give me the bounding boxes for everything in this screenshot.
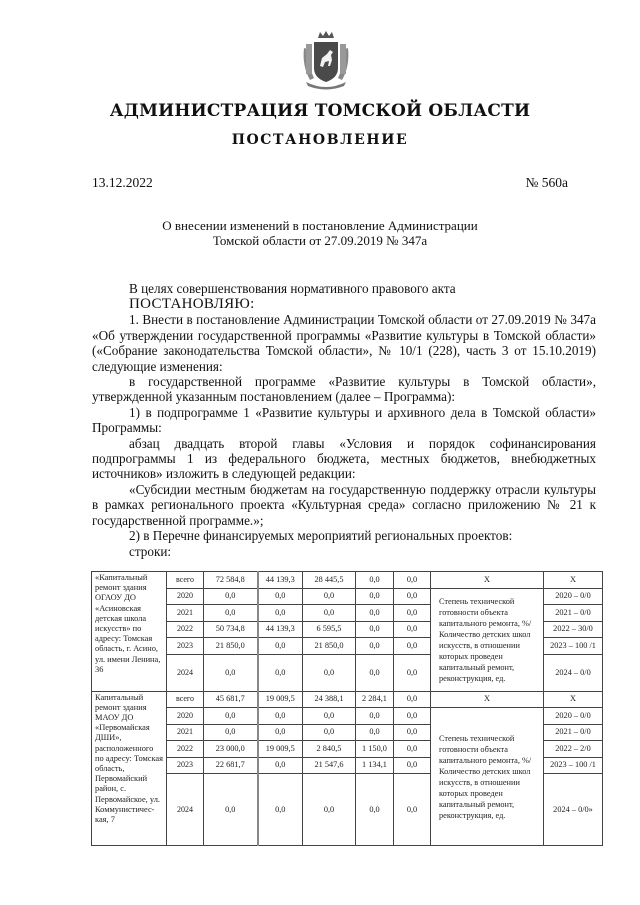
paragraph-1: 1. Внести в постановление Администрации Томской области от 27.09.2019 № 347а «Об утверждении государственной программы «Развитие культуры в Томской области» («Собрание законодательства Томской области», № 10/1 (228), часть 3 от 15.10.2019) следующие изменения: <box>92 312 596 374</box>
organization-title: АДМИНИСТРАЦИЯ ТОМСКОЙ ОБЛАСТИ <box>109 101 531 121</box>
total-cell: 0,0 <box>204 708 258 725</box>
federal-cell: 0,0 <box>258 638 303 655</box>
indicator-value-cell: 2024 – 0/0» <box>544 774 603 846</box>
other-cell: 0,0 <box>394 605 431 622</box>
intro-paragraph: В целях совершенствования нормативного правового акта <box>129 281 456 296</box>
indicator-value-cell: 2024 – 0/0 <box>544 654 603 691</box>
total-cell: 0,0 <box>204 774 258 846</box>
indicator-value-cell: 2023 – 100 /1 <box>544 638 603 655</box>
other-cell: 0,0 <box>394 708 431 725</box>
total-cell: 45 681,7 <box>204 691 258 708</box>
local-cell: 0,0 <box>356 724 394 741</box>
year-cell: 2024 <box>167 654 204 691</box>
federal-cell: 0,0 <box>258 708 303 725</box>
year-cell: 2024 <box>167 774 204 846</box>
project-name-cell: Капитальный ремонт здания МАОУ ДО «Первомайская ДШИ», расположенного по адресу: Томская область, Первомайский район, с. Первомайское, ул. Коммунистичес-кая, 7 <box>92 691 167 846</box>
regional-cell: 24 388,1 <box>303 691 356 708</box>
local-cell: 0,0 <box>356 605 394 622</box>
federal-cell: 0,0 <box>258 588 303 605</box>
table-row <box>92 572 603 589</box>
regional-cell: 2 840,5 <box>303 741 356 758</box>
local-cell: 0,0 <box>356 654 394 691</box>
financing-table <box>91 571 603 846</box>
table-row <box>92 691 603 708</box>
paragraph-5: «Субсидии местным бюджетам на государственную поддержку отрасли культуры в рамках регионального проекта «Культурная среда» согласно приложению № 21 к государственной программе.»; <box>92 481 596 528</box>
year-cell: 2020 <box>167 588 204 605</box>
paragraph-3: 1) в подпрограмме 1 «Развитие культуры и архивного дела в Томской области» Программы: <box>92 404 596 436</box>
regional-cell: 28 445,5 <box>303 572 356 589</box>
regional-cell: 21 850,0 <box>303 638 356 655</box>
local-cell: 0,0 <box>356 572 394 589</box>
total-cell: 0,0 <box>204 588 258 605</box>
decree-word: ПОСТАНОВЛЯЮ: <box>129 296 255 313</box>
federal-cell: 0,0 <box>258 605 303 622</box>
indicator-value-cell: 2023 – 100 /1 <box>544 757 603 774</box>
indicator-description-cell: Степень технической готовности объекта капитального ремонта, %/ Количество детских школ искусств, в отношении которых проведен капитальный ремонт, реконструкция, ед. <box>431 708 544 846</box>
project-name-cell: «Капитальный ремонт здания ОГАОУ ДО «Асиновская детская школа искусств» по адресу: Томская область, г. Асино, ул. имени Ленина, 36 <box>92 572 167 692</box>
indicator-value-cell: Х <box>544 691 603 708</box>
other-cell: 0,0 <box>394 724 431 741</box>
total-cell: 23 000,0 <box>204 741 258 758</box>
indicator-value-cell: 2021 – 0/0 <box>544 605 603 622</box>
indicator-value-cell: 2022 – 2/0 <box>544 741 603 758</box>
paragraph-2: в государственной программе «Развитие культуры в Томской области», утвержденной указанным постановлением (далее – Программа): <box>92 374 596 405</box>
total-cell: 72 584,8 <box>204 572 258 589</box>
local-cell: 1 134,1 <box>356 757 394 774</box>
other-cell: 0,0 <box>394 588 431 605</box>
other-cell: 0,0 <box>394 621 431 638</box>
regional-cell: 0,0 <box>303 724 356 741</box>
federal-cell: 19 009,5 <box>258 741 303 758</box>
federal-cell: 0,0 <box>258 654 303 691</box>
other-cell: 0,0 <box>394 741 431 758</box>
document-type: ПОСТАНОВЛЕНИЕ <box>231 132 409 148</box>
year-cell: 2023 <box>167 638 204 655</box>
indicator-cell: Х <box>431 691 544 708</box>
local-cell: 0,0 <box>356 638 394 655</box>
other-cell: 0,0 <box>394 654 431 691</box>
regional-cell: 0,0 <box>303 588 356 605</box>
other-cell: 0,0 <box>394 757 431 774</box>
document-date: 13.12.2022 <box>92 175 153 190</box>
subject-line-2: Томской области от 27.09.2019 № 347а <box>212 233 428 248</box>
year-cell: 2023 <box>167 757 204 774</box>
indicator-cell: Х <box>431 572 544 589</box>
indicator-value-cell: 2020 – 0/0 <box>544 588 603 605</box>
indicator-description-cell: Степень технической готовности объекта капитального ремонта, %/ Количество детских школ искусств, в отношении которых проведен капитальный ремонт, реконструкция, ед. <box>431 588 544 691</box>
indicator-value-cell: Х <box>544 572 603 589</box>
year-cell: 2020 <box>167 708 204 725</box>
federal-cell: 0,0 <box>258 774 303 846</box>
regional-cell: 6 595,5 <box>303 621 356 638</box>
federal-cell: 44 139,3 <box>258 621 303 638</box>
local-cell: 2 284,1 <box>356 691 394 708</box>
indicator-value-cell: 2021 – 0/0 <box>544 724 603 741</box>
other-cell: 0,0 <box>394 572 431 589</box>
total-cell: 22 681,7 <box>204 757 258 774</box>
local-cell: 0,0 <box>356 774 394 846</box>
document-number: № 560а <box>525 175 568 190</box>
paragraph-4: абзац двадцать второй главы «Условия и порядок софинансирования подпрограммы 1 из федерального бюджета, местных бюджетов, внебюджетных источников» изложить в следующей редакции: <box>92 435 596 482</box>
total-cell: 0,0 <box>204 654 258 691</box>
federal-cell: 44 139,3 <box>258 572 303 589</box>
year-cell: 2021 <box>167 605 204 622</box>
federal-cell: 0,0 <box>258 757 303 774</box>
local-cell: 0,0 <box>356 588 394 605</box>
year-cell: всего <box>167 691 204 708</box>
local-cell: 1 150,0 <box>356 741 394 758</box>
table-row <box>92 588 603 605</box>
table-row <box>92 708 603 725</box>
total-cell: 0,0 <box>204 605 258 622</box>
indicator-value-cell: 2020 – 0/0 <box>544 708 603 725</box>
paragraph-6: 2) в Перечне финансируемых мероприятий региональных проектов: <box>129 528 513 544</box>
year-cell: 2022 <box>167 621 204 638</box>
year-cell: 2021 <box>167 724 204 741</box>
coat-of-arms-icon <box>300 30 352 92</box>
subject-line-1: О внесении изменений в постановление Администрации <box>162 218 478 233</box>
regional-cell: 0,0 <box>303 654 356 691</box>
document-subject <box>0 218 640 248</box>
indicator-value-cell: 2022 – 30/0 <box>544 621 603 638</box>
regional-cell: 0,0 <box>303 605 356 622</box>
federal-cell: 19 009,5 <box>258 691 303 708</box>
total-cell: 0,0 <box>204 724 258 741</box>
regional-cell: 0,0 <box>303 708 356 725</box>
local-cell: 0,0 <box>356 708 394 725</box>
regional-cell: 0,0 <box>303 774 356 846</box>
total-cell: 21 850,0 <box>204 638 258 655</box>
document-body <box>92 281 596 559</box>
paragraph-7: строки: <box>129 543 172 559</box>
federal-cell: 0,0 <box>258 724 303 741</box>
other-cell: 0,0 <box>394 691 431 708</box>
other-cell: 0,0 <box>394 774 431 846</box>
local-cell: 0,0 <box>356 621 394 638</box>
total-cell: 50 734,8 <box>204 621 258 638</box>
regional-cell: 21 547,6 <box>303 757 356 774</box>
year-cell: 2022 <box>167 741 204 758</box>
year-cell: всего <box>167 572 204 589</box>
other-cell: 0,0 <box>394 638 431 655</box>
